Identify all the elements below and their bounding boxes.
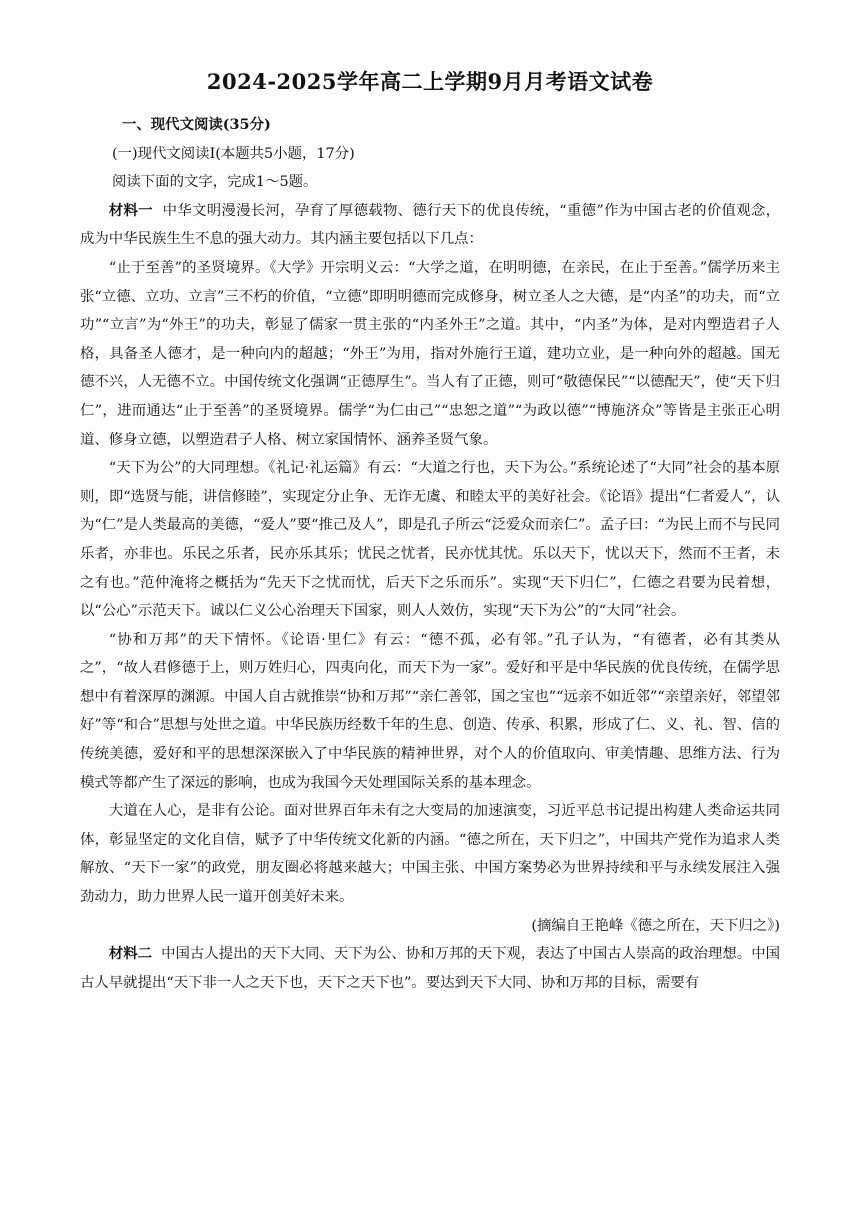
material1-paragraph-1: “止于至善”的圣贤境界。《大学》开宗明义云：“大学之道，在明明德，在亲民，在止于至善。”儒学历来主张“立德、立功、立言”三不朽的价值，“立德”即明明德而完成修身，树立圣人之大德，是“内圣”的功夫，而“立功”“立言”为“外王”的功夫，彰显了儒家一贯主张的“内圣外王”之道。其中，“内圣”为体，是对内塑造君子人格，具备圣人德才，是一种向内的超越；“外王”为用，指对外施行王道，建功立业，是一种向外的超越。国无德不兴，人无德不立。中国传统文化强调“正德厚生”。当人有了正德，则可“敬德保民”“以德配天”，使“天下归仁”，进而通达“止于至善”的圣贤境界。儒学“为仁由己”“忠恕之道”“为政以德”“博施济众”等皆是主张正心明道、修身立德，以塑造君子人格、树立家国情怀、涵养圣贤气象。: [80, 259, 780, 448]
exam-content: [80, 111, 780, 997]
material1-paragraph-4: 大道在人心，是非有公论。面对世界百年未有之大变局的加速演变，习近平总书记提出构建人类命运共同体，彰显坚定的文化自信，赋予了中华传统文化新的内涵。“德之所在，天下归之”，中国共产党作为追求人类解放、“天下一家”的政党，朋友圈必将越来越大；中国主张、中国方案势必为世界持续和平与永续发展注入强劲动力，助力世界人民一道开创美好未来。: [80, 803, 780, 906]
material2-intro-text: 中国古人提出的天下大同、天下为公、协和万邦的天下观，表达了中国古人崇高的政治理想。中国古人早就提出“天下非一人之天下也，天下之天下也”。要达到天下大同、协和万邦的目标，需要有: [80, 946, 780, 991]
material1-label: 材料一: [108, 201, 153, 219]
material1-intro-text: 中华文明漫漫长河，孕育了厚德载物、德行天下的优良传统，“重德”作为中国古老的价值观念，成为中华民族生生不息的强大动力。其内涵主要包括以下几点：: [80, 202, 780, 248]
material2-intro: [80, 940, 780, 997]
instruction: 阅读下面的文字，完成1～5题。: [112, 174, 318, 191]
subsection-heading-text: (一)现代文阅读Ⅰ(本题共5小题，17分): [112, 145, 355, 162]
material1-paragraph-2: “天下为公”的大同理想。《礼记·礼运篇》有云：“大道之行也，天下为公。”系统论述了“大同”社会的基本原则，即“选贤与能，讲信修睦”，实现定分止争、无诈无虞、和睦太平的美好社会。《论语》提出“仁者爱人”，认为“仁”是人类最高的美德，“爱人”要“推己及人”，即是孔子所云“泛爱众而亲仁”。孟子曰：“为民上而不与民同乐者，亦非也。乐民之乐者，民亦乐其乐；忧民之忧者，民亦忧其忧。乐以天下，忧以天下，然而不王者，未之有也。”范仲淹将之概括为“先天下之忧而忧，后天下之乐而乐”。实现“天下归仁”，仁德之君要为民着想，以“公心”示范天下。诚以仁义公心治理天下国家，则人人效仿，实现“天下为公”的“大同”社会。: [80, 460, 780, 620]
page-title: 2024-2025学年高二上学期9月月考语文试卷: [206, 69, 654, 94]
material1-source: (摘编自王艳峰《德之所在，天下归之》): [531, 917, 780, 934]
material1-paragraph-3: “协和万邦”的天下情怀。《论语·里仁》有云：“德不孤，必有邻。”孔子认为，“有德者，必有其类从之”，“故人君修德于上，则万姓归心，四夷向化，而天下为一家”。爱好和平是中华民族的优良传统，在儒学思想中有着深厚的渊源。中国人自古就推崇“协和万邦”“亲仁善邻，国之宝也”“远亲不如近邻”“亲望亲好，邻望邻好”等“和合”思想与处世之道。中华民族历经数千年的生息、创造、传承、积累，形成了仁、义、礼、智、信的传统美德，爱好和平的思想深深嵌入了中华民族的精神世界，对个人的价值取向、审美情趣、思维方法、行为模式等都产生了深远的影响，也成为我国今天处理国际关系的基本理念。: [80, 631, 780, 791]
material2-label: 材料二: [108, 945, 152, 963]
material1-intro: [80, 197, 780, 254]
subsection-heading: [80, 140, 780, 169]
section-heading: 一、现代文阅读(35分): [122, 116, 271, 133]
